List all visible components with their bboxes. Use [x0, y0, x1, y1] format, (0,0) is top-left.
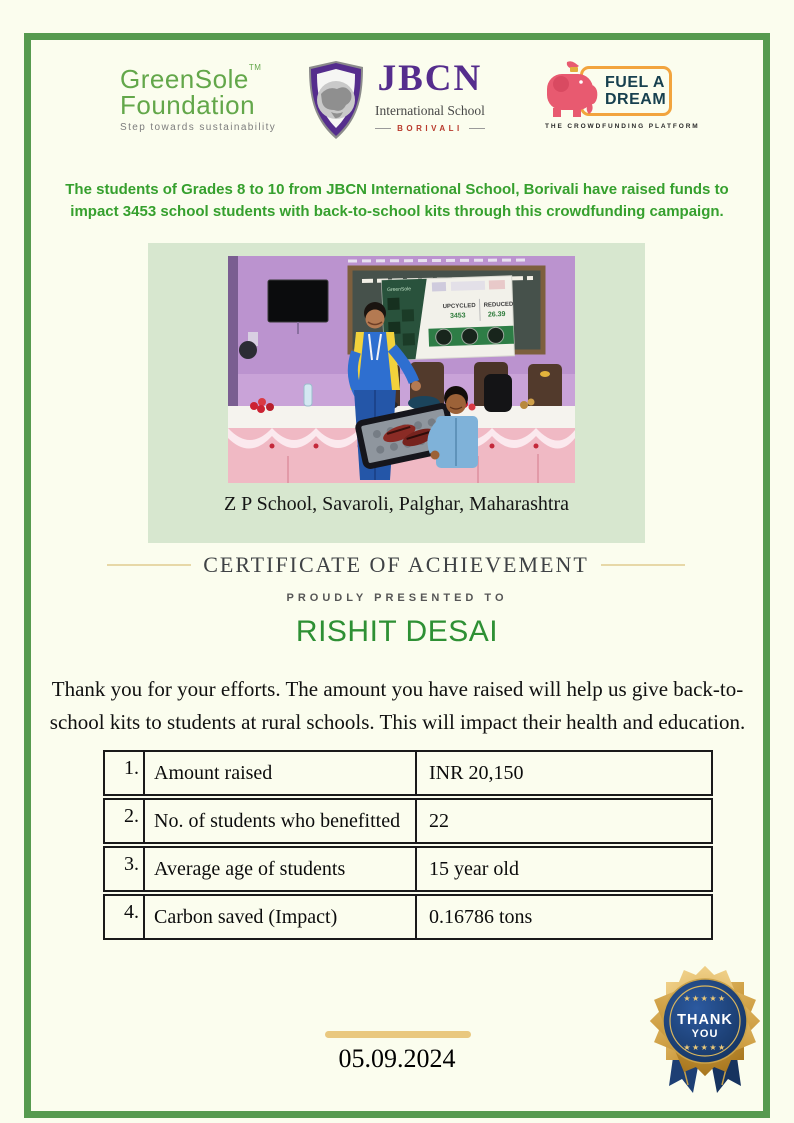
greensole-tagline: Step towards sustainability: [120, 122, 277, 133]
school-photo: [228, 256, 575, 483]
jbcn-subtitle: International School: [375, 103, 485, 118]
jbcn-logo: [306, 60, 485, 140]
photo-block: [148, 243, 645, 543]
presented-label: PROUDLY PRESENTED TO: [286, 592, 508, 604]
table-row: [103, 846, 713, 892]
row-number: 4.: [105, 896, 145, 938]
certificate-title: CERTIFICATE OF ACHIEVEMENT: [203, 552, 589, 577]
table-row: [103, 798, 713, 844]
row-number: 1.: [105, 752, 145, 794]
badge-thank: THANK: [677, 1012, 733, 1028]
thank-you-badge-icon: [641, 965, 769, 1097]
date-underline-bar: [325, 1031, 471, 1038]
poster-reduced-label: REDUCED: [483, 301, 514, 309]
recipient-name: RISHIT DESAI: [295, 615, 499, 648]
row-label: Average age of students: [145, 848, 417, 890]
jbcn-dash-left: [375, 128, 391, 129]
poster-reduced-value: 26.39: [487, 310, 506, 319]
row-label: Carbon saved (Impact): [145, 896, 417, 938]
row-label: Amount raised: [145, 752, 417, 794]
badge-top-stars: ★★★★★: [683, 994, 727, 1003]
row-value: INR 20,150: [429, 761, 524, 784]
certificate-title-row: [107, 552, 685, 578]
greensole-tm: TM: [248, 63, 262, 72]
svg-text:GreenSole: GreenSole: [386, 286, 412, 294]
certificate-date: 05.09.2024: [338, 1044, 456, 1073]
row-number: 3.: [105, 848, 145, 890]
row-value: 22: [429, 809, 449, 832]
certificate-message: Thank you for your efforts. The amount you have raised will help us give back-to-school kits to students at rural schools. This will impact their health and education.: [49, 677, 746, 734]
row-value: 15 year old: [429, 857, 519, 880]
greensole-logo: [120, 63, 277, 133]
title-line-right: [601, 564, 685, 566]
greensole-line1: GreenSole: [120, 64, 249, 94]
row-value: 0.16786 tons: [429, 905, 533, 928]
fad-line2: DREAM: [605, 91, 667, 108]
poster-upcycled-label: UPCYCLED: [442, 303, 476, 311]
jbcn-shield-globe-icon: [306, 60, 366, 140]
row-number: 2.: [105, 800, 145, 842]
poster-upcycled-value: 3453: [449, 312, 466, 320]
greensole-name: [120, 63, 276, 94]
elephant-piggybank-icon: [543, 60, 603, 124]
table-row: [103, 750, 713, 796]
jbcn-location: BORIVALI: [397, 124, 463, 133]
jbcn-name: JBCN: [377, 58, 483, 99]
row-label: No. of students who benefitted: [145, 800, 417, 842]
fuel-a-dream-logo: [543, 60, 700, 132]
jbcn-dash-right: [469, 128, 485, 129]
fad-line1: FUEL A: [605, 74, 665, 91]
table-row: [103, 894, 713, 940]
badge-you: YOU: [691, 1028, 719, 1040]
fad-tagline: THE CROWDFUNDING PLATFORM: [545, 123, 700, 130]
intro-paragraph: The students of Grades 8 to 10 from JBCN International School, Borivali have raised funds to impact 3453 school students with back-to-school kits through this crowdfunding campaign.: [65, 181, 729, 220]
photo-caption: Z P School, Savaroli, Palghar, Maharashtra: [223, 493, 570, 515]
jbcn-location-row: [375, 124, 485, 133]
greensole-line2: Foundation: [120, 90, 256, 120]
badge-bottom-stars: ★★★★★: [683, 1043, 727, 1052]
stats-table: [103, 750, 713, 942]
title-line-left: [107, 564, 191, 566]
